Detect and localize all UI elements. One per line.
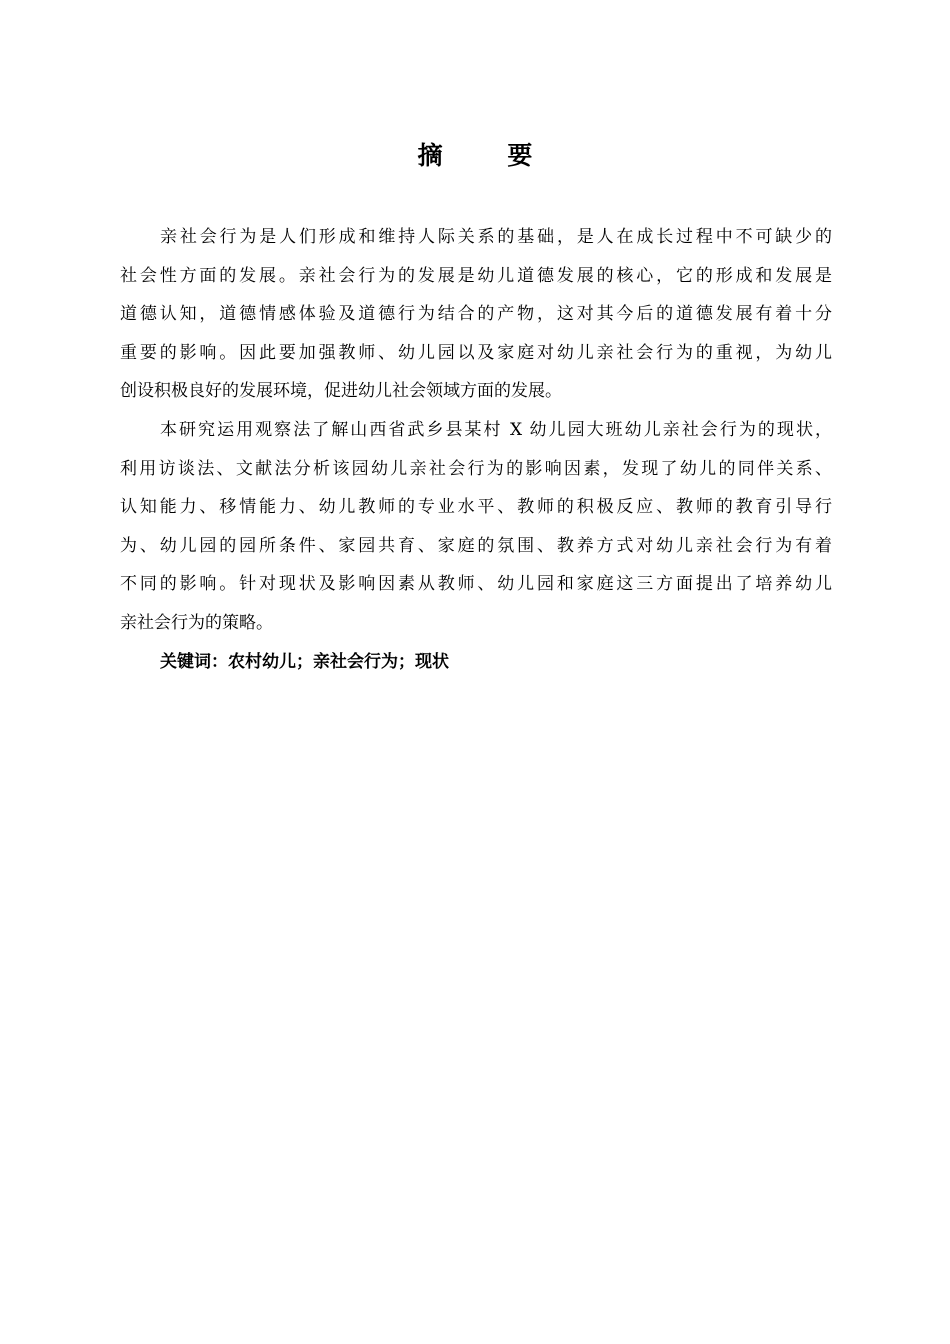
abstract-body <box>120 218 832 681</box>
paragraph-1-line-2: 社会性方面的发展。亲社会行为的发展是幼儿道德发展的核心，它的形成和发展是 <box>120 265 832 286</box>
paragraph-2-line-4: 为、幼儿园的园所条件、家园共育、家庭的氛围、教养方式对幼儿亲社会行为有着 <box>120 535 832 556</box>
abstract-title: 摘 要 <box>417 141 561 170</box>
paragraph-1-line-4: 重要的影响。因此要加强教师、幼儿园以及家庭对幼儿亲社会行为的重视，为幼儿 <box>120 342 832 363</box>
paragraph-2-line-3: 认知能力、移情能力、幼儿教师的专业水平、教师的积极反应、教师的教育引导行 <box>120 497 832 518</box>
paragraph-1-line-3: 道德认知，道德情感体验及道德行为结合的产物，这对其今后的道德发展有着十分 <box>120 304 832 325</box>
paragraph-1-line-5: 创设积极良好的发展环境，促进幼儿社会领域方面的发展。 <box>120 381 562 402</box>
paragraph-2-line-2: 利用访谈法、文献法分析该园幼儿亲社会行为的影响因素，发现了幼儿的同伴关系、 <box>120 458 832 479</box>
paragraph-2-line-1: 本研究运用观察法了解山西省武乡县某村 X 幼儿园大班幼儿亲社会行为的现状， <box>160 419 832 440</box>
paragraph-2-line-5: 不同的影响。针对现状及影响因素从教师、幼儿园和家庭这三方面提出了培养幼儿 <box>120 574 832 595</box>
paragraph-1-line-1: 亲社会行为是人们形成和维持人际关系的基础，是人在成长过程中不可缺少的 <box>160 227 832 247</box>
paragraph-2-line-6: 亲社会行为的策略。 <box>120 612 273 633</box>
keywords-line: 关键词：农村幼儿；亲社会行为；现状 <box>160 651 449 672</box>
